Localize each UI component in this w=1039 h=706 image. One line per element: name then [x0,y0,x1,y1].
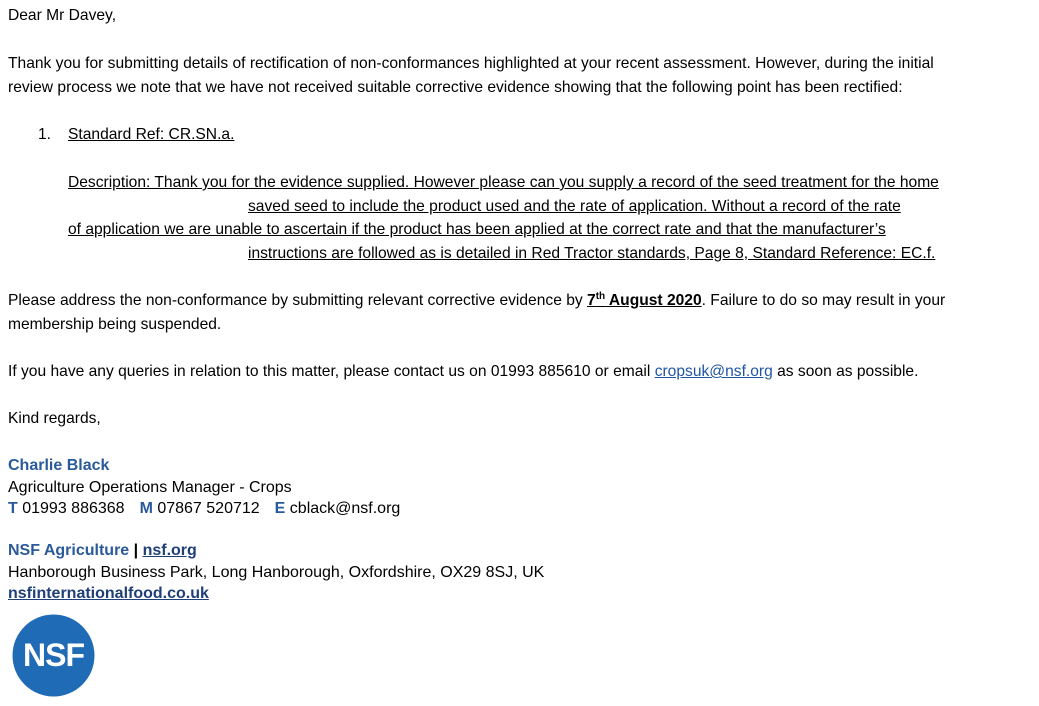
deadline-day: 7 [587,292,596,309]
paragraph-3-prefix: If you have any queries in relation to this matter, please contact us on 01993 885610 or email [8,363,655,380]
deadline-month-year: August 2020 [605,292,702,309]
nsf-logo [12,614,95,697]
description-line-1: Description: Thank you for the evidence supplied. However please can you supply a record of the seed treatment for the home [68,174,939,191]
signature-org [8,542,197,560]
paragraph-1-line-2: review process we note that we have not received suitable corrective evidence showing that the following point has been rectified: [8,79,903,96]
paragraph-3 [8,363,918,381]
org-site-link[interactable]: nsf.org [142,542,197,559]
description-line-3: of application we are unable to ascertain if the product has been applied at the correct rate and that the manufacturer’s [68,221,886,238]
closing: Kind regards, [8,410,101,427]
signature-phones [8,500,400,518]
telephone-label: T [8,500,18,517]
email-value: cblack@nsf.org [285,500,401,517]
deadline-date [587,292,702,309]
paragraph-2-line-2: membership being suspended. [8,316,222,333]
mobile-label: M [139,500,153,517]
telephone-value: 01993 886368 [17,500,125,517]
mobile-value: 07867 520712 [152,500,260,517]
signature-title: Agriculture Operations Manager - Crops [8,479,292,496]
signature-name: Charlie Black [8,457,110,474]
item-standard-ref: Standard Ref: CR.SN.a. [68,126,235,143]
nsf-logo-text: NSF [23,637,84,673]
description-line-2: saved seed to include the product used and the rate of application. Without a record of the rate [248,198,901,215]
paragraph-3-suffix: as soon as possible. [772,363,919,380]
paragraph-2-after: . Failure to do so may result in your [701,292,946,309]
website-link[interactable]: nsfinternationalfood.co.uk [8,585,209,602]
deadline-day-suffix: th [595,290,606,302]
contact-email-link[interactable]: cropsuk@nsf.org [654,363,773,380]
greeting: Dear Mr Davey, [8,7,117,24]
paragraph-1-line-1: Thank you for submitting details of rectification of non-conformances highlighted at your recent assessment. However, during the initial [8,55,934,72]
description-line-4: instructions are followed as is detailed in Red Tractor standards, Page 8, Standard Reference: EC.f. [248,245,936,262]
signature-address: Hanborough Business Park, Long Hanborough, Oxfordshire, OX29 8SJ, UK [8,564,545,581]
org-separator: | [129,542,143,559]
item-number: 1. [38,126,52,143]
paragraph-2-prefix: Please address the non-conformance by submitting relevant corrective evidence by [8,292,588,309]
email-label: E [274,500,286,517]
paragraph-2-line-1 [8,292,945,310]
org-name: NSF Agriculture [8,542,130,559]
